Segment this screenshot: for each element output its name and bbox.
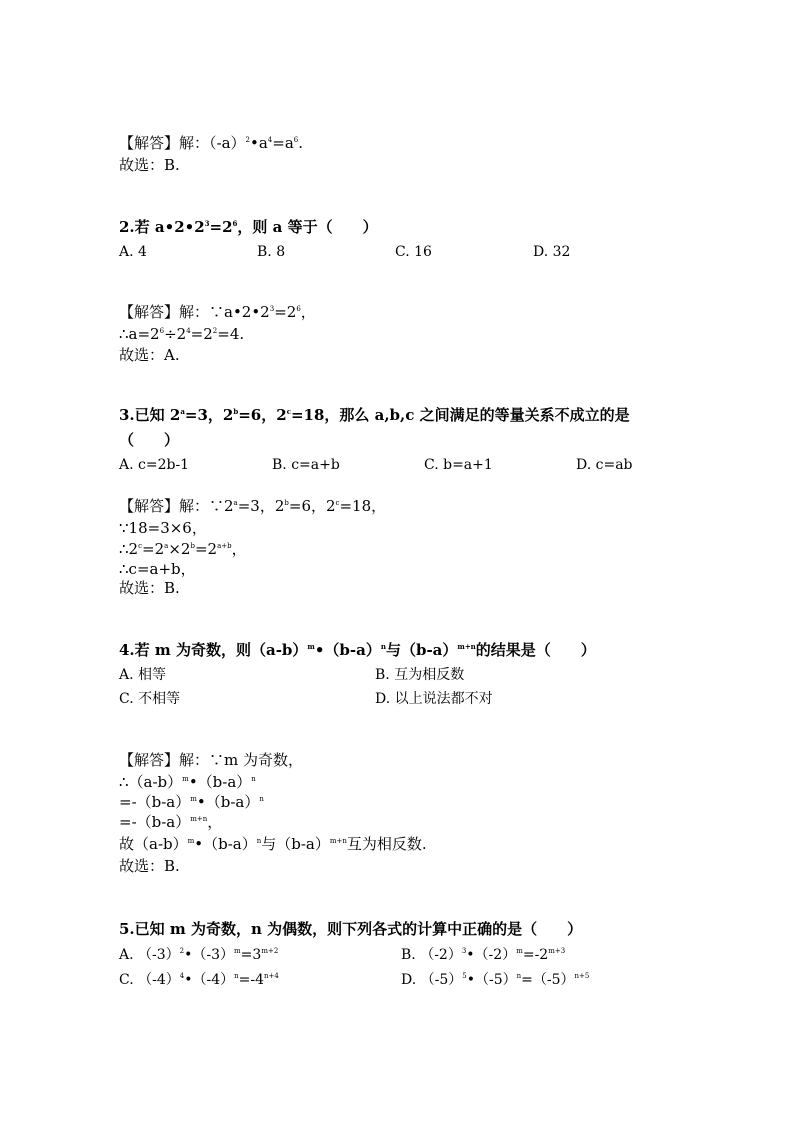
text: . xyxy=(298,134,304,152)
exponent: 6 xyxy=(296,305,301,313)
exponent: b xyxy=(284,499,289,507)
question-2-option-a: A. 4 xyxy=(119,244,147,260)
text: =-（b-a） xyxy=(119,813,191,831)
exponent: n+4 xyxy=(264,972,279,980)
question-4-stem xyxy=(119,640,596,660)
exponent: 3 xyxy=(461,947,467,955)
exponent: 5 xyxy=(462,972,467,980)
text: A. （-3） xyxy=(119,947,180,963)
exponent: m xyxy=(234,947,241,955)
text: 互为相反数. xyxy=(346,835,427,853)
text: •（-4） xyxy=(184,972,235,988)
exponent: a xyxy=(233,499,238,507)
question-3-option-d: D. c=ab xyxy=(576,457,633,473)
exponent: n xyxy=(259,795,264,803)
text: 【解答】解：∵a•2•2 xyxy=(119,303,270,321)
exponent: a+b xyxy=(217,542,232,550)
exponent: b xyxy=(233,407,239,416)
text: ， xyxy=(207,813,223,831)
exponent: m xyxy=(187,837,195,845)
text: =-2 xyxy=(522,947,549,963)
text: =2 xyxy=(194,540,218,558)
question-4-option-b: B. 互为相反数 xyxy=(375,667,465,683)
exponent: 3 xyxy=(269,305,275,313)
answer-2-line-2 xyxy=(119,324,244,344)
text: ÷2 xyxy=(164,325,187,343)
text: =2 xyxy=(209,218,233,236)
answer-3-line-2: ∵18=3×6， xyxy=(119,519,207,537)
exponent: 6 xyxy=(293,136,299,144)
question-5-option-b xyxy=(401,945,565,965)
text: =a xyxy=(272,134,294,152)
exponent: m xyxy=(190,795,197,803)
text: D. （-5） xyxy=(401,972,463,988)
answer-1-line-1 xyxy=(119,133,303,153)
text: ∴（a-b） xyxy=(119,773,183,791)
text: =6，2 xyxy=(288,497,336,515)
answer-3-line-4: ∴c=a+b， xyxy=(119,560,196,578)
answer-4-line-3 xyxy=(119,792,264,812)
question-5-option-c xyxy=(119,970,279,990)
question-2-option-c: C. 16 xyxy=(395,244,432,260)
exponent: n xyxy=(380,642,386,651)
answer-1-line-2: 故选：B. xyxy=(119,156,180,174)
text: 2.若 a•2•2 xyxy=(119,218,205,236)
text: •（b-a） xyxy=(188,773,252,791)
text: =2 xyxy=(142,540,165,558)
question-2-option-b: B. 8 xyxy=(257,244,286,260)
exponent: 2 xyxy=(245,136,250,144)
exponent: 6 xyxy=(159,327,165,335)
question-3-option-b: B. c=a+b xyxy=(272,457,340,473)
text: ， xyxy=(300,303,316,321)
exponent: m+n xyxy=(190,815,208,823)
answer-3-line-1 xyxy=(119,496,386,516)
answer-4-line-2 xyxy=(119,772,256,792)
answer-3-line-5: 故选：B. xyxy=(119,579,180,597)
text: ，则 a 等于（ ） xyxy=(237,218,378,236)
exponent: m+n xyxy=(457,642,476,651)
answer-4-line-4 xyxy=(119,812,222,832)
exponent: 4 xyxy=(186,327,191,335)
text: B. （-2） xyxy=(401,947,462,963)
text: =-（b-a） xyxy=(119,793,191,811)
text: C. （-4） xyxy=(119,972,180,988)
text: 3.已知 2 xyxy=(119,406,181,424)
text: ∴a=2 xyxy=(119,325,160,343)
exponent: 3 xyxy=(204,219,210,228)
text: •（b-a） xyxy=(314,641,381,659)
question-3-option-c: C. b=a+1 xyxy=(424,457,493,473)
text: •（-3） xyxy=(184,947,235,963)
exponent: 2 xyxy=(179,947,185,955)
exponent: m xyxy=(516,947,523,955)
exponent: 6 xyxy=(232,219,238,228)
text: 与（b-a） xyxy=(261,835,330,853)
text: =4. xyxy=(217,325,245,343)
text: =2 xyxy=(190,325,213,343)
text: •（b-a） xyxy=(194,835,257,853)
exponent: c xyxy=(335,499,340,507)
exponent: n xyxy=(251,775,256,783)
exponent: m+2 xyxy=(261,947,279,955)
text: ∴2 xyxy=(119,540,139,558)
text: 【解答】解：（-a） xyxy=(119,134,246,152)
text: 4.若 m 为奇数，则（a-b） xyxy=(119,641,308,659)
question-4-option-d: D. 以上说法都不对 xyxy=(375,691,493,707)
text: =2 xyxy=(274,303,297,321)
answer-2-line-1 xyxy=(119,302,316,322)
exponent: 2 xyxy=(212,327,218,335)
exponent: n xyxy=(256,837,262,845)
exponent: b xyxy=(190,542,195,550)
exponent: m xyxy=(307,642,315,651)
text: 与（b-a） xyxy=(385,641,458,659)
answer-3-line-3 xyxy=(119,539,247,559)
text: =-4 xyxy=(238,972,265,988)
question-5-option-a xyxy=(119,945,278,965)
text: •（b-a） xyxy=(196,793,260,811)
exponent: n+5 xyxy=(574,972,590,980)
question-4-option-a: A. 相等 xyxy=(119,667,167,683)
question-5-option-d xyxy=(401,970,589,990)
question-2-option-d: D. 32 xyxy=(533,244,571,260)
answer-4-line-1: 【解答】解：∵m 为奇数， xyxy=(119,751,303,769)
question-3-stem xyxy=(119,405,630,425)
text: •（-5） xyxy=(466,972,517,988)
exponent: a xyxy=(164,542,169,550)
text: =3，2 xyxy=(237,497,285,515)
text: =3 xyxy=(240,947,262,963)
text: =6，2 xyxy=(238,406,287,424)
answer-4-line-5 xyxy=(119,834,427,854)
text: 故（a-b） xyxy=(119,835,188,853)
text: =18， xyxy=(339,497,387,515)
text: 的结果是（ ） xyxy=(475,641,596,659)
text: 【解答】解：∵2 xyxy=(119,497,234,515)
text: =3，2 xyxy=(184,406,234,424)
question-5-stem: 5.已知 m 为奇数，n 为偶数，则下列各式的计算中正确的是（ ） xyxy=(119,920,583,938)
text: •a xyxy=(249,134,268,152)
exponent: a xyxy=(180,407,185,416)
question-3-option-a: A. c=2b-1 xyxy=(119,457,190,473)
question-3-stem-line-2: （ ） xyxy=(119,431,180,449)
answer-4-line-6: 故选：B. xyxy=(119,857,180,875)
exponent: 4 xyxy=(179,972,185,980)
question-2-stem xyxy=(119,217,378,237)
text: ×2 xyxy=(168,540,191,558)
exponent: m+3 xyxy=(548,947,566,955)
text: =（-5） xyxy=(521,972,575,988)
text: =18，那么 a,b,c 之间满足的等量关系不成立的是 xyxy=(290,406,630,424)
exponent: m xyxy=(182,775,189,783)
exponent: c xyxy=(138,542,143,550)
text: •（-2） xyxy=(466,947,517,963)
answer-2-line-3: 故选：A. xyxy=(119,346,180,364)
exponent: 4 xyxy=(267,136,273,144)
exponent: c xyxy=(286,407,291,416)
exponent: m+n xyxy=(329,837,347,845)
exponent: n xyxy=(516,972,522,980)
question-4-option-c: C. 不相等 xyxy=(119,691,181,707)
exponent: n xyxy=(234,972,239,980)
text: ， xyxy=(231,540,247,558)
